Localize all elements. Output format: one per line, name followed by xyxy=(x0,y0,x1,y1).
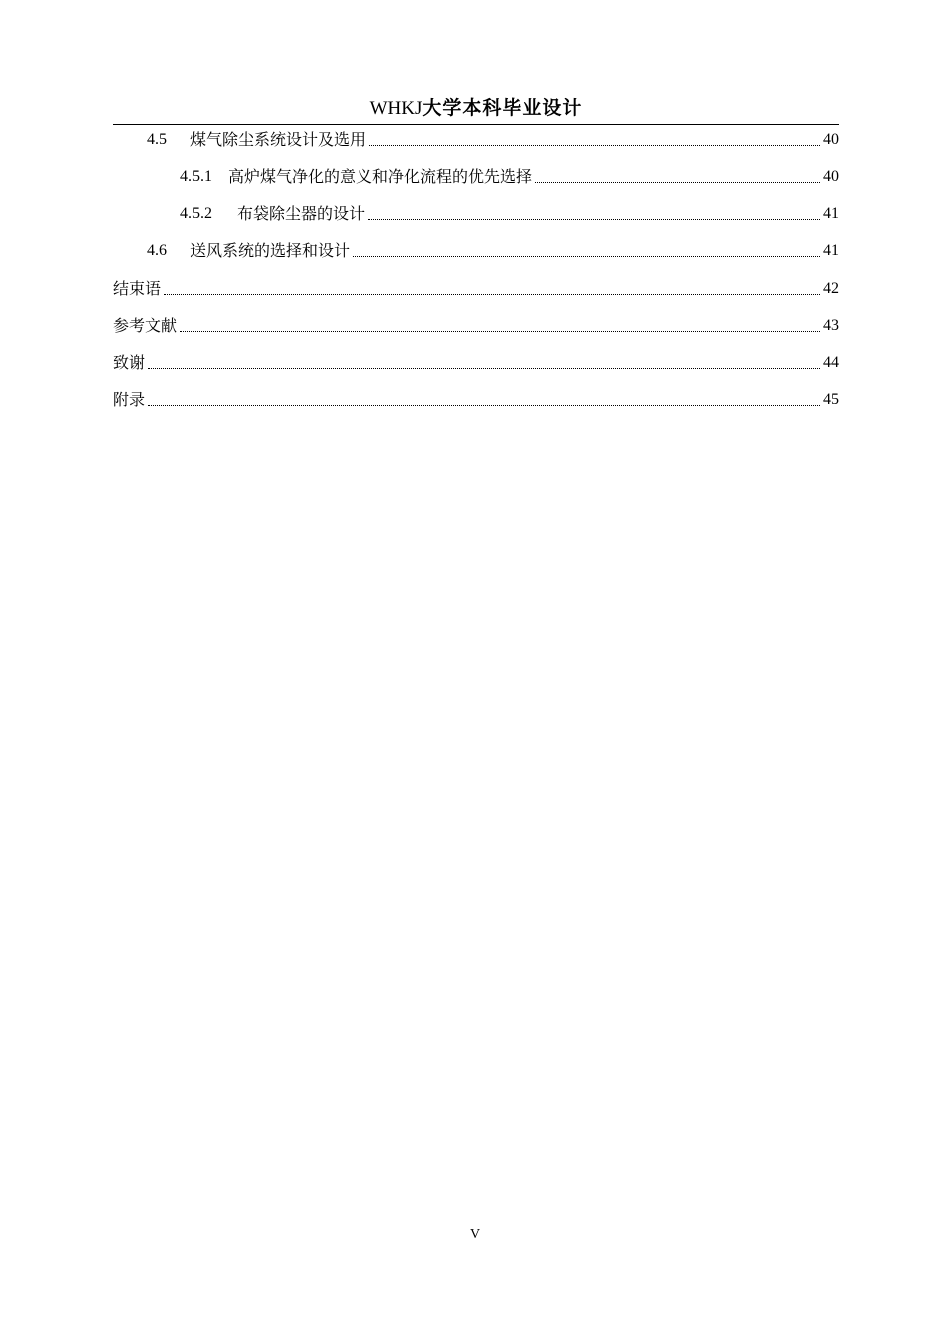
toc-entry-title: 致谢 xyxy=(113,353,146,372)
toc-entry-number: 4.5 xyxy=(147,131,167,148)
page-number: V xyxy=(469,1227,481,1242)
toc-dot-leader xyxy=(164,293,820,295)
toc-entry-acknowledgements[interactable] xyxy=(113,348,839,374)
toc-entry-title: 附录 xyxy=(113,390,146,409)
toc-dot-leader xyxy=(353,255,820,257)
toc-entry-number: 4.5.1 xyxy=(180,168,212,185)
toc-entry-page: 41 xyxy=(823,205,839,222)
toc-dot-leader xyxy=(180,330,820,332)
toc-entry-page: 41 xyxy=(823,242,839,259)
toc-dot-leader xyxy=(368,218,820,220)
toc-entry-page: 40 xyxy=(823,168,839,185)
toc-dot-leader xyxy=(535,181,820,183)
toc-entry-title: 送风系统的选择和设计 xyxy=(190,241,351,260)
toc-entry-page: 43 xyxy=(823,317,839,334)
header-title-latin: WHKJ xyxy=(369,98,423,119)
toc-entry-title: 参考文献 xyxy=(113,316,178,335)
toc-entry-references[interactable] xyxy=(113,311,839,337)
toc-entry-4-5-1[interactable] xyxy=(113,162,839,188)
toc-entry-number: 4.6 xyxy=(147,242,167,259)
toc-entry-title: 布袋除尘器的设计 xyxy=(237,204,366,223)
toc-entry-page: 42 xyxy=(823,280,839,297)
toc-entry-4-5[interactable] xyxy=(113,125,839,151)
toc-dot-leader xyxy=(148,367,820,369)
toc-dot-leader xyxy=(369,144,820,146)
toc-entry-title: 煤气除尘系统设计及选用 xyxy=(190,130,367,149)
toc-entry-conclusion[interactable] xyxy=(113,274,839,300)
toc-entry-page: 40 xyxy=(823,131,839,148)
toc-entry-appendix[interactable] xyxy=(113,385,839,411)
header-title xyxy=(370,95,583,122)
toc-entry-page: 44 xyxy=(823,354,839,371)
toc-entry-number: 4.5.2 xyxy=(180,205,212,222)
toc-entry-4-6[interactable] xyxy=(113,236,839,262)
page-header xyxy=(113,94,839,125)
toc-entry-title: 结束语 xyxy=(113,279,162,298)
header-title-cjk: 大学本科毕业设计 xyxy=(422,97,583,119)
toc-entry-title: 高炉煤气净化的意义和净化流程的优先选择 xyxy=(228,167,533,186)
toc-entry-page: 45 xyxy=(823,391,839,408)
toc-dot-leader xyxy=(148,404,820,406)
toc-entry-4-5-2[interactable] xyxy=(113,199,839,225)
